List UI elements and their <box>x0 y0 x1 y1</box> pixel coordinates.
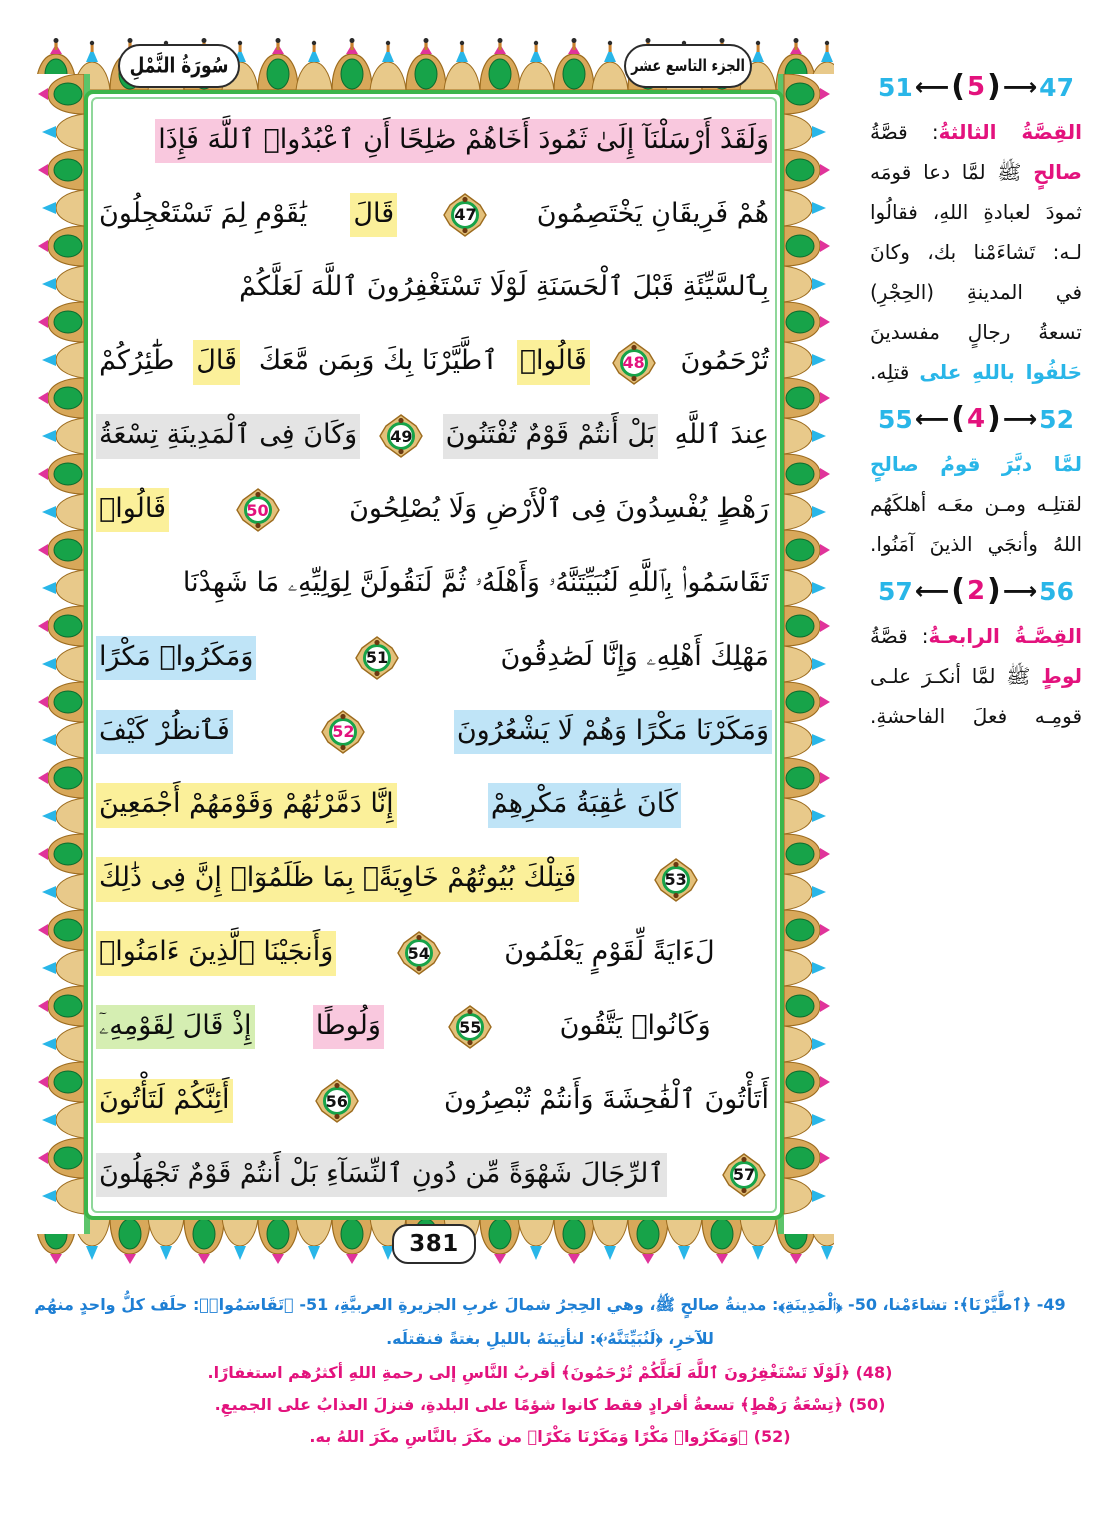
surah-name-cartouche <box>118 44 240 88</box>
quran-text-segment: وَمَكَرُوا۟ مَكْرًا <box>96 636 256 680</box>
range-start-verse: 56 <box>1039 576 1074 606</box>
aya-number-marker[interactable] <box>320 709 366 755</box>
aya-number-marker[interactable] <box>354 635 400 681</box>
footnotes-commentary <box>30 1357 1070 1453</box>
aya-number-marker[interactable] <box>378 413 424 459</box>
paren-close: ) <box>987 69 1001 104</box>
quran-text-segment: كَانَ عَٰقِبَةُ مَكْرِهِمْ <box>488 783 681 827</box>
quran-text-segment: يَٰقَوْمِ لِمَ تَسْتَعْجِلُونَ <box>99 197 308 229</box>
quran-text-frame <box>34 38 834 1268</box>
paren-close: ) <box>987 401 1001 436</box>
tafsir-run: ﷺ لمَّا دعا قومَه ثمودَ لعبادةِ اللهِ، فقالُوا لـه: تَشاءَمْنا بك، وكانَ في المدينةِ (الحِجْرِ) تسعةُ رجالٍ مفسدينَ <box>870 160 1082 344</box>
footnote-vocab-line: للآخرِ، ﴿لَنُبَيِّتَنَّهُۥ﴾: لنأتِينَهُ بالليلِ بغتةً فنقتلَه. <box>386 1328 714 1348</box>
quran-text-segment: رَهْطٍ يُفْسِدُونَ فِى ٱلْأَرْضِ وَلَا يُصْلِحُونَ <box>349 493 769 525</box>
aya-number-marker[interactable] <box>721 1152 767 1198</box>
quran-line <box>96 473 772 547</box>
quran-line <box>96 916 772 990</box>
quran-line <box>96 769 772 843</box>
quran-line <box>96 104 772 178</box>
quran-text-segment: قَالُوا۟ <box>96 488 169 532</box>
page-number-label: 381 <box>409 1231 459 1257</box>
ornament-border-right <box>778 74 834 1234</box>
quran-text-segment: مَهْلِكَ أَهْلِهِۦ وَإِنَّا لَصَٰدِقُونَ <box>500 640 769 672</box>
quran-text-segment: بِٱلسَّيِّئَةِ قَبْلَ ٱلْحَسَنَةِ لَوْلَا تَسْتَغْفِرُونَ ٱللَّهَ لَعَلَّكُمْ <box>239 271 769 303</box>
quran-text-segment: أَتَأْتُونَ ٱلْفَٰحِشَةَ وَأَنتُمْ تُبْصِرُونَ <box>444 1083 769 1115</box>
quran-line <box>96 252 772 326</box>
quran-text-segment: إِذْ قَالَ لِقَوْمِهِۦٓ <box>96 1005 254 1049</box>
footnote-commentary-line: (48) ﴿لَوْلَا تَسْتَغْفِرُونَ ٱللَّهَ لَعَلَّكُمْ تُرْحَمُونَ﴾ أقربُ النَّاسِ إلى رحمةِ اللهِ أكثرُهم استغفارًا. <box>207 1363 893 1383</box>
footnotes-section <box>30 1290 1070 1453</box>
juz-name-cartouche <box>624 44 752 88</box>
ornament-border-left <box>34 74 90 1234</box>
paren-open: ( <box>951 573 965 608</box>
quran-text-segment: إِنَّا دَمَّرْنَٰهُمْ وَقَوْمَهُمْ أَجْمَعِينَ <box>96 783 397 827</box>
tafsir-run: قتلِه. <box>870 360 920 384</box>
range-verse-count: 5 <box>966 72 986 102</box>
quran-text-segment: بَلْ أَنتُمْ قَوْمٌ تُفْتَنُونَ <box>443 414 659 458</box>
aya-number-text: 47 <box>454 205 477 225</box>
quran-text-segment: قَالَ <box>350 193 397 237</box>
quran-text-segment: لَءَايَةً لِّقَوْمٍ يَعْلَمُونَ <box>504 936 715 968</box>
page-number-badge <box>392 1224 476 1264</box>
verse-range-indicator <box>870 401 1082 436</box>
quran-line <box>96 1064 772 1138</box>
quran-text-segment: فَتِلْكَ بُيُوتُهُمْ خَاوِيَةًۢ بِمَا ظَلَمُوٓا۟ إِنَّ فِى ذَٰلِكَ <box>96 857 579 901</box>
verse-range-indicator <box>870 69 1082 104</box>
quran-text-segment: عِندَ ٱللَّهِ <box>674 419 769 451</box>
quran-text-segment: وَلُوطًا <box>313 1005 384 1049</box>
quran-text-segment: أَئِنَّكُمْ لَتَأْتُونَ <box>96 1079 233 1123</box>
footnote-commentary-line: (50) ﴿تِسْعَةُ رَهْطٍ﴾ تسعةُ أفرادٍ فقط كانوا شؤمًا على البلدةِ، فنزلَ العذابُ على الجميعِ. <box>214 1395 886 1415</box>
quran-text-segment: قَالُوا۟ <box>517 340 590 384</box>
aya-number-text: 50 <box>246 500 269 520</box>
tafsir-run: : قصَّةُ <box>870 624 929 648</box>
quran-text-segment: طَٰٓئِرُكُمْ <box>99 345 175 377</box>
quran-line <box>96 1138 772 1212</box>
tafsir-paragraph <box>870 112 1082 392</box>
range-verse-count: 2 <box>966 576 986 606</box>
aya-number-marker[interactable] <box>314 1078 360 1124</box>
verse-range-indicator <box>870 573 1082 608</box>
aya-number-marker[interactable] <box>447 1004 493 1050</box>
aya-number-marker[interactable] <box>396 930 442 976</box>
aya-number-marker[interactable] <box>653 857 699 903</box>
aya-number-text: 48 <box>622 353 645 372</box>
quran-text-segment: ٱلرِّجَالَ شَهْوَةً مِّن دُونِ ٱلنِّسَآءِ بَلْ أَنتُمْ قَوْمٌ تَجْهَلُونَ <box>96 1153 667 1197</box>
quran-verses-container <box>92 98 776 1212</box>
juz-name-label: الجزء التاسع عشر <box>631 56 745 76</box>
quran-text-segment: وَأَنجَيْنَا ٱلَّذِينَ ءَامَنُوا۟ <box>96 931 336 975</box>
range-end-verse: 51 <box>878 72 913 102</box>
quran-line <box>96 990 772 1064</box>
aya-number-text: 49 <box>390 426 413 446</box>
aya-number-text: 53 <box>664 870 687 890</box>
quran-text-segment: فَٱنظُرْ كَيْفَ <box>96 710 233 754</box>
arrow-right-icon: ⟶ <box>1002 73 1038 101</box>
quran-text-segment: هُمْ فَرِيقَانِ يَخْتَصِمُونَ <box>536 197 769 229</box>
footnotes-vocabulary <box>30 1290 1070 1353</box>
range-verse-count: 4 <box>966 404 986 434</box>
footnote-commentary-line: (52) ﴿وَمَكَرُوا۟ مَكْرًا وَمَكَرْنَا مَكْرًا﴾ من مكَرَ بالنَّاسِ مكَرَ اللهُ به. <box>309 1427 791 1447</box>
range-end-verse: 57 <box>878 576 913 606</box>
arrow-left-icon: ⟵ <box>914 577 950 605</box>
aya-number-text: 56 <box>325 1091 348 1111</box>
aya-number-marker[interactable] <box>442 192 488 238</box>
aya-number-text: 57 <box>732 1165 756 1185</box>
quran-line <box>96 547 772 621</box>
footnote-vocab-line: 49- ﴿ٱطَّيَّرْنَا﴾: تشاءَمْنا، 50- ﴿ٱلْمَدِينَةِ﴾: مدينةُ صالحٍ ﷺ، وهي الحِجرُ شمالَ غربِ الجزيرةِ العربيَّةِ، 51- ﴿تَقَاسَمُوا۟﴾: حلَف كلُّ واحدٍ منهُم <box>34 1295 1066 1314</box>
tafsir-run: القِصَّـةُ الرابعـةُ <box>928 624 1082 648</box>
quran-line <box>96 621 772 695</box>
paren-open: ( <box>951 401 965 436</box>
tafsir-sidebar <box>870 60 1082 740</box>
range-end-verse: 55 <box>878 404 913 434</box>
quran-line <box>96 695 772 769</box>
arrow-right-icon: ⟶ <box>1002 405 1038 433</box>
quran-line <box>96 399 772 473</box>
arrow-left-icon: ⟵ <box>914 73 950 101</box>
range-start-verse: 47 <box>1039 72 1074 102</box>
range-start-verse: 52 <box>1039 404 1074 434</box>
quran-line <box>96 843 772 917</box>
paren-open: ( <box>951 69 965 104</box>
tafsir-paragraph <box>870 616 1082 736</box>
quran-text-segment: تُرْحَمُونَ <box>680 345 769 377</box>
aya-number-marker[interactable] <box>611 340 657 386</box>
tafsir-run: : قصَّةُ <box>870 120 939 144</box>
quran-text-segment: وَكَانُوا۟ يَتَّقُونَ <box>559 1010 711 1042</box>
aya-number-text: 51 <box>365 648 389 668</box>
quran-text-segment: وَمَكَرْنَا مَكْرًا وَهُمْ لَا يَشْعُرُونَ <box>454 710 772 754</box>
aya-number-marker[interactable] <box>235 487 281 533</box>
quran-line <box>96 178 772 252</box>
aya-number-text: 54 <box>407 943 430 963</box>
quran-text-segment: تَقَاسَمُوا۟ بِٱللَّهِ لَنُبَيِّتَنَّهُۥ وَأَهْلَهُۥ ثُمَّ لَنَقُولَنَّ لِوَلِيِّهِۦ مَا شَهِدْنَا <box>182 566 769 598</box>
tafsir-run: صالحٍ <box>1033 160 1082 184</box>
tafsir-paragraph <box>870 444 1082 564</box>
arrow-right-icon: ⟶ <box>1002 577 1038 605</box>
quran-line <box>96 326 772 400</box>
surah-name-label: سُورَةُ النَّمْلِ <box>129 53 229 79</box>
aya-number-text: 55 <box>459 1017 482 1037</box>
tafsir-run: لمَّا دبَّرَ قومُ صالحٍ <box>870 452 1082 476</box>
quran-text-segment: وَلَقَدْ أَرْسَلْنَآ إِلَىٰ ثَمُودَ أَخَاهُمْ صَٰلِحًا أَنِ ٱعْبُدُوا۟ ٱللَّهَ فَإِذَا <box>155 119 772 163</box>
arrow-left-icon: ⟵ <box>914 405 950 433</box>
tafsir-run: لوطٍ <box>1041 664 1082 688</box>
tafsir-run: ﷺ لمَّا أنكـرَ علـى قومِـه فعلَ الفاحشةِ. <box>870 664 1082 728</box>
aya-number-text: 52 <box>332 722 355 742</box>
tafsir-run: القِصَّةُ الثالثةُ <box>938 120 1082 144</box>
tafsir-run: حَلفُوا باللهِ على <box>919 360 1082 384</box>
quran-text-segment: وَكَانَ فِى ٱلْمَدِينَةِ تِسْعَةُ <box>96 414 360 458</box>
tafsir-run: لقتلِـه ومـن معَـه أهلكَهُم اللهُ وأنجَي الذينَ آمَنُوا. <box>870 492 1082 556</box>
quran-text-segment: قَالَ <box>193 340 240 384</box>
paren-close: ) <box>987 573 1001 608</box>
quran-text-segment: ٱطَّيَّرْنَا بِكَ وَبِمَن مَّعَكَ <box>258 345 498 377</box>
